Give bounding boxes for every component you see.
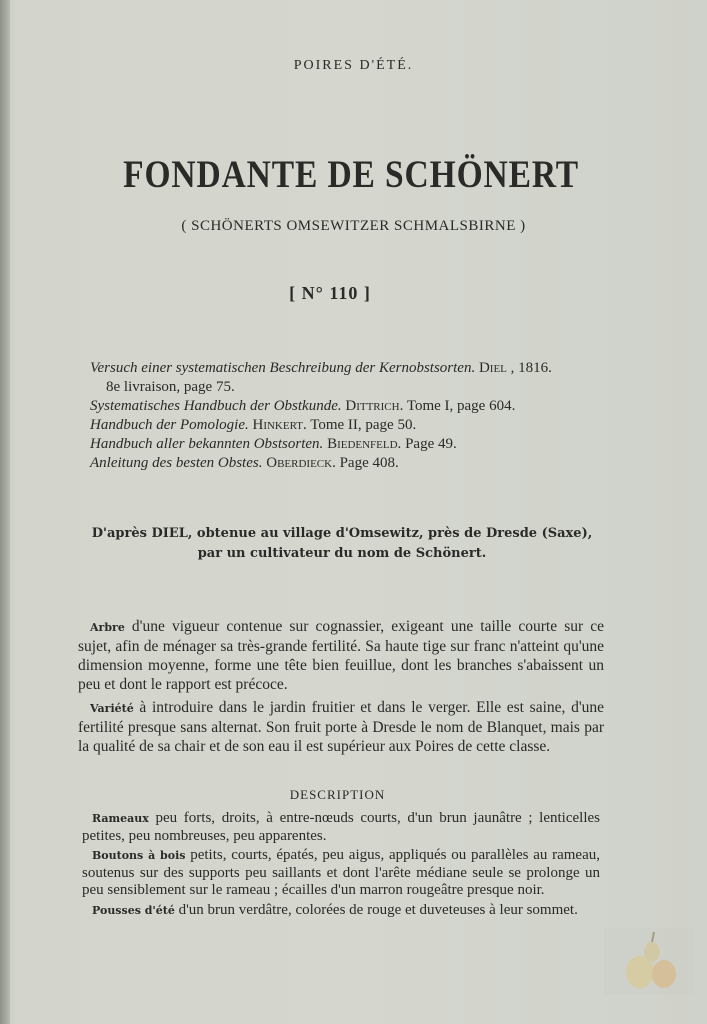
description-lead: Boutons à bois [92,849,186,862]
origin-note [62,524,622,564]
subtitle: ( SCHÖNERTS OMSEWITZER SCHMALSBIRNE ) [181,218,526,234]
reference-work: Handbuch der Pomologie. [90,417,249,433]
paragraph-text: à introduire dans le jardin fruitier et dans le verger. Elle est saine, d'une fertilité presque sans alternat. Son fruit porte à Dresde le nom de Blanquet, mais par la qualité de sa chair et de son eau il est supérieur aux Poires de cette classe. [78,699,604,755]
origin-line: par un cultivateur du nom de Schönert. [197,546,487,561]
paragraph-lead: Arbre [90,621,125,634]
reference-item [90,454,610,473]
paragraph-lead: Variété [90,702,134,715]
reference-author: Hinkert. [252,417,307,433]
reference-item [90,416,610,435]
paragraph [78,698,604,756]
page-title: FONDANTE DE SCHÖNERT [123,153,579,196]
description-body: peu forts, droits, à entre-nœuds courts, d'un brun jaunâtre ; lenticelles petites, peu nombreuses, peu apparentes. [82,810,600,844]
description-paragraph [82,810,600,845]
reference-work: Systematisches Handbuch der Obstkunde. [90,398,342,414]
page-binding-edge [0,0,10,1024]
reference-item [90,378,610,397]
reference-detail: Page 408. [339,455,399,471]
description-body: d'un brun verdâtre, colorées de rouge et duveteuses à leur sommet. [174,901,578,918]
reference-work: Handbuch aller bekannten Obstsorten. [90,436,324,452]
pear-watermark-icon [604,928,694,994]
reference-work: Anleitung des besten Obstes. [90,455,263,471]
reference-author: Diel [478,360,507,376]
origin-line: D'après DIEL, obtenue au village d'Omsewitz, près de Dresde (Saxe), [91,526,593,541]
reference-work: Versuch einer systematischen Beschreibung der Kernobstsorten. [90,360,476,376]
reference-detail: Page 49. [405,436,457,452]
running-head: POIRES D'ÉTÉ. [293,58,414,73]
reference-item [90,435,610,454]
description-paragraph [82,902,600,920]
reference-author: Dittrich. [345,398,404,414]
main-text [78,617,604,760]
reference-item [90,359,610,378]
reference-author: Biedenfeld. [327,436,402,452]
description-lead: Pousses d'été [92,903,175,917]
description-text [82,810,600,921]
variety-number: [ N° 110 ] [289,283,371,303]
reference-detail: Tome II, page 50. [310,417,417,433]
reference-item [90,397,610,416]
description-paragraph [82,847,600,900]
reference-author: Oberdieck. [266,455,336,471]
bibliography-list [90,359,610,473]
description-lead: Rameaux [92,812,149,825]
description-body: petits, courts, épatés, peu aigus, appliqués ou parallèles au rameau, soutenus sur des supports peu saillants et dont l'arête médiane seule se prolonge un peu sensiblement sur le rameau ; écailles d'un marron rougeâtre presque noir. [82,847,600,898]
paragraph [78,617,604,694]
reference-detail: , 1816. [510,360,552,376]
reference-detail: 8e livraison, page 75. [106,379,235,395]
description-heading: DESCRIPTION [289,787,386,802]
paragraph-text: d'une vigueur contenue sur cognassier, exigeant une taille courte sur ce sujet, afin de ménager sa très-grande fertilité. Sa haute tige sur franc n'atteint qu'une dimension moyenne, forme une tête bien feuillue, dont les branches s'abaissent un peu et dont le rapport est précoce. [78,618,604,693]
reference-detail: Tome I, page 604. [406,398,516,414]
